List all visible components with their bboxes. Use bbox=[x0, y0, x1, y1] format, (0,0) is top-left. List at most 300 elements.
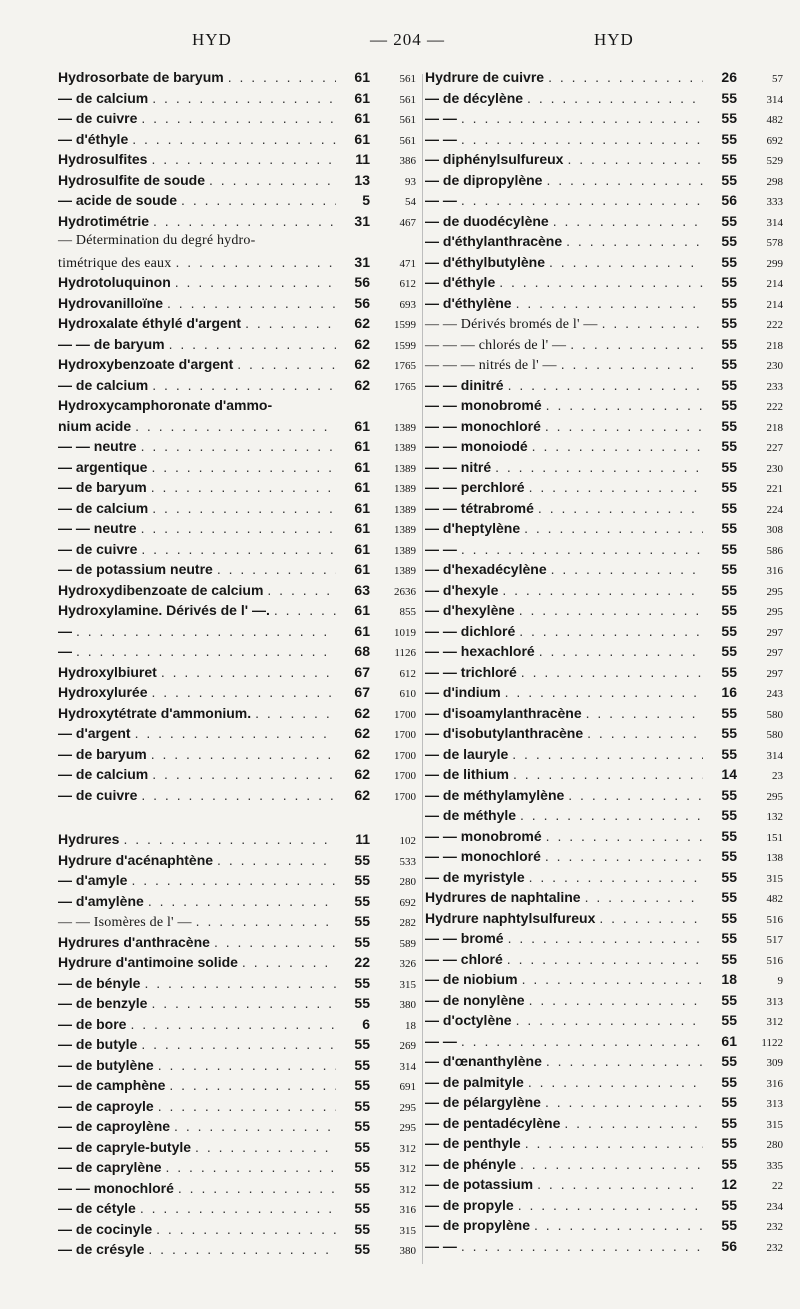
index-entry bbox=[425, 211, 783, 232]
index-entry bbox=[425, 641, 783, 662]
dot-leader bbox=[516, 293, 703, 314]
index-entry bbox=[425, 744, 783, 765]
entry-volume: 55 bbox=[721, 253, 737, 270]
dot-leader bbox=[158, 1096, 336, 1117]
dot-leader bbox=[525, 1133, 703, 1154]
index-entry bbox=[58, 149, 416, 170]
entry-page: 312 bbox=[766, 1016, 783, 1028]
entry-page: 516 bbox=[766, 954, 783, 967]
index-entry bbox=[58, 662, 416, 683]
entry-page: 309 bbox=[766, 1057, 783, 1069]
entry-term: — — monochloré bbox=[425, 417, 541, 434]
entry-volume: 55 bbox=[721, 950, 737, 967]
entry-volume: 55 bbox=[721, 622, 737, 639]
index-entry bbox=[58, 911, 416, 932]
entry-volume: 55 bbox=[721, 315, 737, 331]
entry-volume: 11 bbox=[355, 831, 370, 847]
entry-term: — d'éthyle bbox=[425, 274, 496, 290]
entry-page: 1019 bbox=[394, 626, 416, 639]
entry-volume: 55 bbox=[721, 520, 737, 536]
entry-page: 2636 bbox=[394, 585, 416, 598]
entry-volume: 55 bbox=[354, 892, 370, 909]
entry-page: 693 bbox=[399, 298, 416, 311]
dot-leader bbox=[141, 785, 336, 806]
entry-volume: 55 bbox=[354, 1056, 370, 1073]
entry-volume: 61 bbox=[354, 69, 370, 85]
dot-leader bbox=[152, 498, 336, 519]
index-entry bbox=[58, 1055, 416, 1076]
entry-page: 315 bbox=[399, 978, 416, 991]
entry-page: 227 bbox=[766, 442, 783, 454]
entry-page: 151 bbox=[766, 831, 783, 844]
entry-volume: 61 bbox=[354, 417, 370, 434]
entry-term: Hydrures bbox=[58, 831, 120, 847]
entry-volume: 55 bbox=[721, 151, 737, 167]
entry-page: 316 bbox=[399, 1204, 416, 1216]
entry-volume: 55 bbox=[721, 499, 737, 516]
index-entry bbox=[425, 477, 783, 498]
index-entry bbox=[425, 395, 783, 416]
entry-volume: 61 bbox=[354, 602, 370, 618]
dot-leader bbox=[519, 621, 703, 642]
entry-term: — de butyle bbox=[58, 1036, 138, 1052]
dot-leader bbox=[255, 703, 336, 724]
index-entry bbox=[58, 129, 416, 150]
entry-page: 316 bbox=[766, 565, 783, 577]
dot-leader bbox=[141, 539, 336, 560]
entry-page: 315 bbox=[766, 1118, 783, 1131]
entry-term: — d'amylène bbox=[58, 892, 144, 909]
entry-volume: 55 bbox=[721, 807, 737, 823]
entry-volume: 55 bbox=[354, 1159, 370, 1175]
entry-volume: 55 bbox=[721, 479, 737, 495]
index-entry bbox=[425, 457, 783, 478]
index-entry bbox=[58, 559, 416, 580]
dot-leader bbox=[131, 870, 336, 891]
entry-volume: 55 bbox=[721, 1135, 737, 1151]
index-entry bbox=[58, 1157, 416, 1178]
dot-leader bbox=[175, 252, 336, 273]
entry-volume: 55 bbox=[354, 1220, 370, 1237]
index-entry bbox=[425, 1133, 783, 1154]
entry-volume: 55 bbox=[354, 933, 370, 950]
entry-volume: 68 bbox=[354, 643, 370, 659]
entry-term: — — — chlorés de l' — bbox=[425, 337, 567, 353]
entry-volume: 55 bbox=[721, 110, 737, 126]
dot-leader bbox=[461, 1236, 703, 1257]
dot-leader bbox=[521, 662, 703, 683]
index-entry bbox=[425, 436, 783, 457]
index-entry bbox=[58, 891, 416, 912]
entry-page: 692 bbox=[399, 896, 416, 909]
entry-page: 1389 bbox=[394, 503, 416, 516]
entry-term: — de calcium bbox=[58, 766, 149, 782]
index-entry bbox=[58, 170, 416, 191]
index-entry bbox=[58, 231, 416, 252]
entry-volume: 55 bbox=[721, 725, 737, 741]
index-entry bbox=[425, 580, 783, 601]
entry-volume: 55 bbox=[721, 1217, 737, 1233]
entry-term: Hydroxydibenzoate de calcium bbox=[58, 581, 264, 598]
index-entry bbox=[58, 1178, 416, 1199]
dot-leader bbox=[152, 764, 336, 785]
dot-leader bbox=[181, 190, 336, 211]
entry-term: — de penthyle bbox=[425, 1135, 521, 1151]
entry-volume: 55 bbox=[721, 581, 737, 598]
entry-volume: 55 bbox=[721, 827, 737, 844]
entry-page: 482 bbox=[766, 114, 783, 126]
entry-volume: 55 bbox=[721, 397, 737, 413]
entry-page: 471 bbox=[399, 257, 416, 270]
dot-leader bbox=[520, 805, 703, 826]
dot-leader bbox=[123, 829, 336, 850]
entry-term: — de pentadécylène bbox=[425, 1114, 561, 1131]
dot-leader bbox=[549, 252, 703, 273]
index-entry bbox=[58, 1116, 416, 1137]
entry-volume: 55 bbox=[354, 1036, 370, 1052]
entry-volume: 55 bbox=[721, 438, 737, 454]
index-entry bbox=[58, 518, 416, 539]
entry-term: — de capryle-butyle bbox=[58, 1138, 192, 1155]
dot-leader bbox=[217, 559, 336, 580]
dot-leader bbox=[518, 1195, 703, 1216]
entry-term: — — monochloré bbox=[58, 1179, 174, 1196]
entry-page: 1765 bbox=[394, 360, 416, 372]
entry-term: — d'hexadécylène bbox=[425, 561, 547, 577]
entry-volume: 55 bbox=[354, 1179, 370, 1196]
entry-volume: 61 bbox=[354, 89, 370, 106]
index-entry bbox=[58, 457, 416, 478]
dot-leader bbox=[567, 149, 703, 170]
dot-leader bbox=[528, 1072, 703, 1093]
entry-term: — de cuivre bbox=[58, 540, 138, 557]
entry-page: 54 bbox=[405, 196, 416, 208]
entry-volume: 61 bbox=[354, 540, 370, 557]
entry-volume: 31 bbox=[354, 212, 370, 229]
index-entry bbox=[425, 518, 783, 539]
dot-leader bbox=[461, 108, 703, 129]
entry-volume: 61 bbox=[354, 499, 370, 516]
entry-volume: 62 bbox=[354, 376, 370, 393]
entry-page: 1700 bbox=[394, 729, 416, 741]
dot-leader bbox=[169, 1075, 336, 1096]
index-entry bbox=[425, 703, 783, 724]
dot-leader bbox=[175, 272, 336, 293]
dot-leader bbox=[507, 949, 703, 970]
entry-volume: 61 bbox=[354, 110, 370, 126]
dot-leader bbox=[242, 952, 336, 973]
dot-leader bbox=[516, 1010, 703, 1031]
entry-term: Hydrosulfite de soude bbox=[58, 171, 206, 188]
entry-term: — de nonylène bbox=[425, 991, 525, 1008]
entry-term: — — de baryum bbox=[58, 335, 165, 352]
entry-term: — d'indium bbox=[425, 684, 501, 700]
entry-page: 18 bbox=[405, 1019, 416, 1032]
entry-term: — — perchloré bbox=[425, 479, 525, 495]
entry-page: 221 bbox=[766, 483, 783, 495]
dot-leader bbox=[76, 641, 336, 662]
entry-term: Hydrure d'antimoine solide bbox=[58, 954, 238, 970]
right-column bbox=[425, 67, 783, 1256]
dot-leader bbox=[196, 911, 336, 932]
index-entry bbox=[425, 1072, 783, 1093]
dot-leader bbox=[537, 1174, 703, 1195]
entry-page: 1599 bbox=[394, 319, 416, 331]
dot-leader bbox=[166, 1157, 337, 1178]
entry-term: timétrique des eaux bbox=[58, 255, 172, 271]
entry-page: 233 bbox=[766, 380, 783, 393]
entry-term: Hydroxylbiuret bbox=[58, 663, 157, 680]
entry-page: 295 bbox=[399, 1122, 416, 1134]
index-entry bbox=[58, 1239, 416, 1260]
entry-page: 561 bbox=[399, 73, 416, 85]
entry-page: 692 bbox=[766, 134, 783, 147]
entry-page: 224 bbox=[766, 503, 783, 516]
entry-volume: 55 bbox=[354, 913, 370, 929]
dot-leader bbox=[141, 108, 336, 129]
entry-page: 102 bbox=[399, 835, 416, 847]
entry-volume: 55 bbox=[721, 663, 737, 680]
entry-volume: 55 bbox=[721, 233, 737, 249]
entry-page: 1389 bbox=[394, 483, 416, 495]
dot-leader bbox=[564, 1113, 703, 1134]
entry-term: — d'éthylène bbox=[425, 294, 512, 311]
index-entry bbox=[425, 908, 783, 929]
entry-volume: 55 bbox=[721, 1053, 737, 1069]
index-entry bbox=[425, 826, 783, 847]
dot-leader bbox=[553, 211, 703, 232]
entry-term: — de butylène bbox=[58, 1056, 154, 1073]
entry-term: — d'isoamylanthracène bbox=[425, 704, 582, 721]
dot-leader bbox=[551, 559, 703, 580]
entry-term: — de cuivre bbox=[58, 786, 138, 803]
entry-term: Hydroxybenzoate d'argent bbox=[58, 356, 234, 372]
index-entry bbox=[425, 375, 783, 396]
index-entry bbox=[425, 805, 783, 826]
entry-term: — — dichloré bbox=[425, 622, 516, 639]
entry-page: 313 bbox=[766, 1098, 783, 1110]
index-entry bbox=[425, 231, 783, 252]
dot-leader bbox=[152, 375, 336, 396]
entry-volume: 55 bbox=[721, 868, 737, 885]
entry-volume: 61 bbox=[354, 438, 370, 454]
entry-term: — de calcium bbox=[58, 89, 149, 106]
index-entry bbox=[425, 1031, 783, 1052]
entry-volume: 55 bbox=[721, 1012, 737, 1028]
dot-leader bbox=[546, 170, 703, 191]
header-right: HYD bbox=[594, 30, 634, 49]
entry-term: — — hexachloré bbox=[425, 643, 535, 659]
entry-volume: 62 bbox=[354, 704, 370, 721]
dot-leader bbox=[158, 1055, 336, 1076]
entry-volume: 55 bbox=[354, 1097, 370, 1114]
entry-page: 1765 bbox=[394, 380, 416, 393]
entry-term: — de crésyle bbox=[58, 1241, 145, 1257]
index-entry bbox=[58, 1219, 416, 1240]
entry-page: 315 bbox=[399, 1224, 416, 1237]
entry-volume: 55 bbox=[354, 872, 370, 888]
dot-leader bbox=[545, 416, 703, 437]
entry-term: — — bbox=[425, 130, 457, 147]
dot-leader bbox=[151, 993, 336, 1014]
entry-page: 580 bbox=[766, 729, 783, 741]
index-entry bbox=[58, 785, 416, 806]
entry-volume: 11 bbox=[355, 151, 370, 167]
dot-leader bbox=[529, 867, 703, 888]
entry-volume: 55 bbox=[354, 851, 370, 868]
index-entry bbox=[58, 703, 416, 724]
entry-page: 1700 bbox=[394, 790, 416, 803]
index-entry bbox=[425, 764, 783, 785]
entry-term: — — bbox=[425, 1032, 457, 1049]
index-entry bbox=[425, 1154, 783, 1175]
index-entry bbox=[58, 580, 416, 601]
entry-page: 308 bbox=[766, 524, 783, 536]
entry-page: 312 bbox=[399, 1183, 416, 1196]
dot-leader bbox=[570, 334, 703, 355]
entry-term: — de palmityle bbox=[425, 1073, 524, 1090]
entry-volume: 55 bbox=[721, 335, 737, 352]
entry-volume: 55 bbox=[721, 643, 737, 659]
dot-leader bbox=[141, 436, 336, 457]
entry-volume: 61 bbox=[721, 1032, 737, 1049]
dot-leader bbox=[195, 1137, 336, 1158]
entry-page: 610 bbox=[399, 688, 416, 700]
index-entry bbox=[425, 682, 783, 703]
entry-page: 314 bbox=[766, 93, 783, 106]
index-entry bbox=[425, 88, 783, 109]
entry-page: 93 bbox=[405, 175, 416, 188]
entry-page: 312 bbox=[399, 1163, 416, 1175]
index-entry bbox=[58, 211, 416, 232]
index-entry bbox=[58, 293, 416, 314]
dot-leader bbox=[151, 682, 336, 703]
dot-leader bbox=[153, 211, 336, 232]
entry-page: 132 bbox=[766, 811, 783, 823]
entry-term: — d'éthyle bbox=[58, 130, 129, 147]
entry-volume: 55 bbox=[721, 561, 737, 577]
dot-leader bbox=[602, 313, 703, 334]
entry-term: — de bényle bbox=[58, 974, 141, 991]
entry-term: — diphénylsulfureux bbox=[425, 151, 564, 167]
dot-leader bbox=[599, 908, 703, 929]
dot-leader bbox=[167, 293, 336, 314]
entry-term: — — neutre bbox=[58, 438, 137, 454]
entry-volume: 55 bbox=[721, 171, 737, 188]
entry-page: 386 bbox=[399, 155, 416, 167]
index-entry bbox=[425, 416, 783, 437]
entry-page: 280 bbox=[399, 876, 416, 888]
entry-page: 243 bbox=[766, 688, 783, 700]
dot-leader bbox=[132, 129, 336, 150]
entry-volume: 56 bbox=[721, 1237, 737, 1254]
index-entry bbox=[425, 293, 783, 314]
dot-leader bbox=[520, 1154, 703, 1175]
entry-page: 1700 bbox=[394, 770, 416, 782]
dot-leader bbox=[228, 67, 336, 88]
index-entry bbox=[425, 1051, 783, 1072]
dot-leader bbox=[135, 416, 336, 437]
entry-page: 312 bbox=[399, 1142, 416, 1155]
dot-leader bbox=[508, 375, 703, 396]
entry-page: 232 bbox=[766, 1241, 783, 1254]
entry-volume: 55 bbox=[721, 909, 737, 926]
entry-volume: 55 bbox=[354, 1077, 370, 1093]
index-entry bbox=[425, 272, 783, 293]
entry-volume: 55 bbox=[721, 274, 737, 290]
dot-leader bbox=[214, 932, 336, 953]
index-entry bbox=[58, 88, 416, 109]
dot-leader bbox=[546, 395, 703, 416]
entry-page: 691 bbox=[399, 1081, 416, 1093]
entry-term: — — chloré bbox=[425, 950, 503, 967]
dot-leader bbox=[529, 477, 703, 498]
entry-volume: 55 bbox=[354, 995, 370, 1011]
index-entry bbox=[58, 641, 416, 662]
index-entry bbox=[58, 375, 416, 396]
index-entry bbox=[58, 1075, 416, 1096]
dot-leader bbox=[532, 436, 703, 457]
index-entry bbox=[425, 662, 783, 683]
entry-page: 299 bbox=[766, 257, 783, 270]
entry-volume: 5 bbox=[362, 192, 370, 208]
dot-leader bbox=[548, 67, 703, 88]
entry-term: — de potassium bbox=[425, 1176, 534, 1192]
dot-leader bbox=[169, 334, 336, 355]
entry-page: 232 bbox=[766, 1221, 783, 1233]
entry-term: — — nitré bbox=[425, 458, 492, 475]
entry-volume: 56 bbox=[354, 274, 370, 290]
entry-term: — de méthyle bbox=[425, 807, 517, 823]
dot-leader bbox=[151, 744, 336, 765]
entry-page: 482 bbox=[766, 893, 783, 905]
index-entry bbox=[58, 395, 416, 416]
entry-page: 516 bbox=[766, 913, 783, 926]
entry-term: — de niobium bbox=[425, 971, 518, 987]
entry-term: — d'éthylanthracène bbox=[425, 233, 563, 249]
entry-volume: 26 bbox=[721, 69, 737, 85]
dot-leader bbox=[76, 621, 336, 642]
entry-term: Hydroxalate éthylé d'argent bbox=[58, 315, 242, 331]
entry-term: — de duodécylène bbox=[425, 212, 549, 229]
entry-page: 313 bbox=[766, 995, 783, 1008]
entry-term: Hydrures d'anthracène bbox=[58, 933, 210, 950]
entry-volume: 16 bbox=[721, 684, 737, 700]
entry-volume: 55 bbox=[354, 1118, 370, 1134]
entry-volume: 61 bbox=[354, 520, 370, 536]
dot-leader bbox=[144, 973, 336, 994]
index-entry bbox=[58, 973, 416, 994]
entry-page: 589 bbox=[399, 937, 416, 950]
entry-volume: 55 bbox=[721, 1094, 737, 1110]
entry-page: 580 bbox=[766, 708, 783, 721]
entry-term: — de calcium bbox=[58, 376, 149, 393]
index-entry bbox=[58, 1137, 416, 1158]
entry-volume: 55 bbox=[721, 294, 737, 311]
dot-leader bbox=[586, 703, 703, 724]
entry-page: 295 bbox=[766, 606, 783, 618]
dot-leader bbox=[539, 641, 703, 662]
entry-volume: 55 bbox=[721, 1196, 737, 1213]
index-entry bbox=[58, 436, 416, 457]
entry-term: — de baryum bbox=[58, 479, 147, 495]
entry-volume: 62 bbox=[354, 766, 370, 782]
index-entry bbox=[58, 1014, 416, 1035]
index-entry bbox=[58, 272, 416, 293]
entry-term: — d'isobutylanthracène bbox=[425, 725, 584, 741]
dot-leader bbox=[538, 498, 703, 519]
dot-leader bbox=[534, 1215, 703, 1236]
